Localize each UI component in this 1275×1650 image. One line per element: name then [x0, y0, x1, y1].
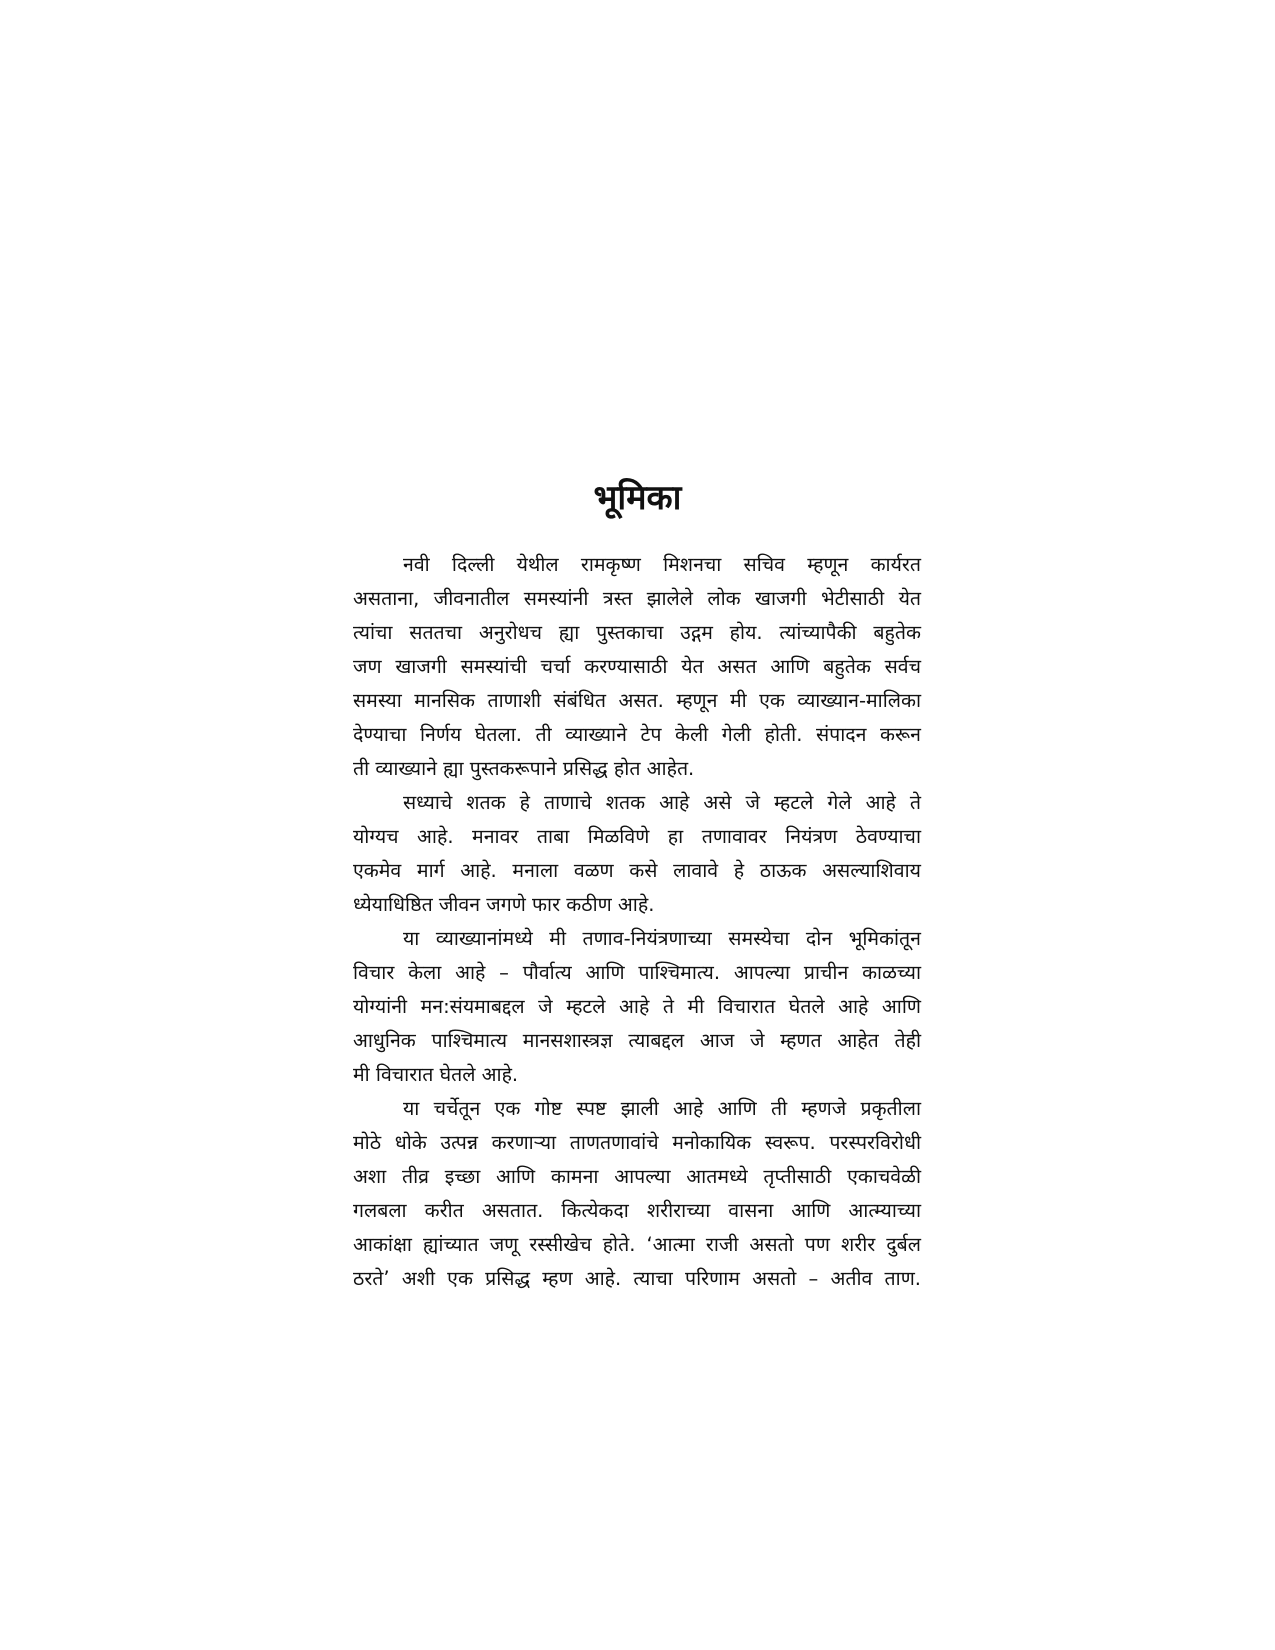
paragraph-3	[353, 922, 921, 1092]
text-line: मोठे धोके उत्पन्न करणाऱ्या ताणतणावांचे मनोकायिक स्वरूप. परस्परविरोधी	[353, 1131, 921, 1154]
text-line: या व्याख्यानांमध्ये मी तणाव-नियंत्रणाच्या समस्येचा दोन भूमिकांतून	[403, 927, 921, 950]
text-line: गलबला करीत असतात. कित्येकदा शरीराच्या वासना आणि आत्म्याच्या	[353, 1199, 921, 1222]
text-line: नवी दिल्ली येथील रामकृष्ण मिशनचा सचिव म्हणून कार्यरत	[403, 553, 921, 576]
text-line: असताना, जीवनातील समस्यांनी त्रस्त झालेले लोक खाजगी भेटीसाठी येत	[353, 587, 921, 610]
text-line: ती व्याख्याने ह्या पुस्तकरूपाने प्रसिद्ध होत आहेत.	[353, 757, 695, 780]
body-text	[353, 548, 921, 1296]
text-line: आकांक्षा ह्यांच्यात जणू रस्सीखेच होते. ‘आत्मा राजी असतो पण शरीर दुर्बल	[353, 1233, 921, 1256]
text-line: योग्यच आहे. मनावर ताबा मिळविणे हा तणावावर नियंत्रण ठेवण्याचा	[353, 825, 921, 848]
text-line: मी विचारात घेतले आहे.	[353, 1063, 519, 1086]
text-line: ध्येयाधिष्ठित जीवन जगणे फार कठीण आहे.	[353, 893, 655, 916]
text-line: आधुनिक पाश्चिमात्य मानसशास्त्रज्ञ त्याबद्दल आज जे म्हणत आहेत तेही	[353, 1029, 921, 1052]
text-line: देण्याचा निर्णय घेतला. ती व्याख्याने टेप केली गेली होती. संपादन करून	[353, 723, 921, 746]
text-line: योग्यांनी मन:संयमाबद्दल जे म्हटले आहे ते मी विचारात घेतले आहे आणि	[353, 995, 921, 1018]
paragraph-2	[353, 786, 921, 922]
page-title: भूमिका	[593, 478, 682, 518]
text-line: जण खाजगी समस्यांची चर्चा करण्यासाठी येत असत आणि बहुतेक सर्वच	[353, 655, 921, 678]
text-line: एकमेव मार्ग आहे. मनाला वळण कसे लावावे हे ठाऊक असल्याशिवाय	[353, 859, 921, 882]
text-line: त्यांचा सततचा अनुरोधच ह्या पुस्तकाचा उद्गम होय. त्यांच्यापैकी बहुतेक	[353, 621, 921, 644]
text-line: अशा तीव्र इच्छा आणि कामना आपल्या आतमध्ये तृप्तीसाठी एकाचवेळी	[353, 1165, 921, 1188]
text-line: सध्याचे शतक हे ताणाचे शतक आहे असे जे म्हटले गेले आहे ते	[403, 791, 921, 814]
text-line: समस्या मानसिक ताणाशी संबंधित असत. म्हणून मी एक व्याख्यान-मालिका	[353, 689, 921, 712]
text-line: विचार केला आहे – पौर्वात्य आणि पाश्चिमात्य. आपल्या प्राचीन काळच्या	[353, 961, 921, 984]
paragraph-4	[353, 1092, 921, 1296]
text-line: या चर्चेतून एक गोष्ट स्पष्ट झाली आहे आणि ती म्हणजे प्रकृतीला	[403, 1097, 921, 1120]
text-line: ठरते’ अशी एक प्रसिद्ध म्हण आहे. त्याचा परिणाम असतो – अतीव ताण.	[353, 1267, 921, 1290]
paragraph-1	[353, 548, 921, 786]
